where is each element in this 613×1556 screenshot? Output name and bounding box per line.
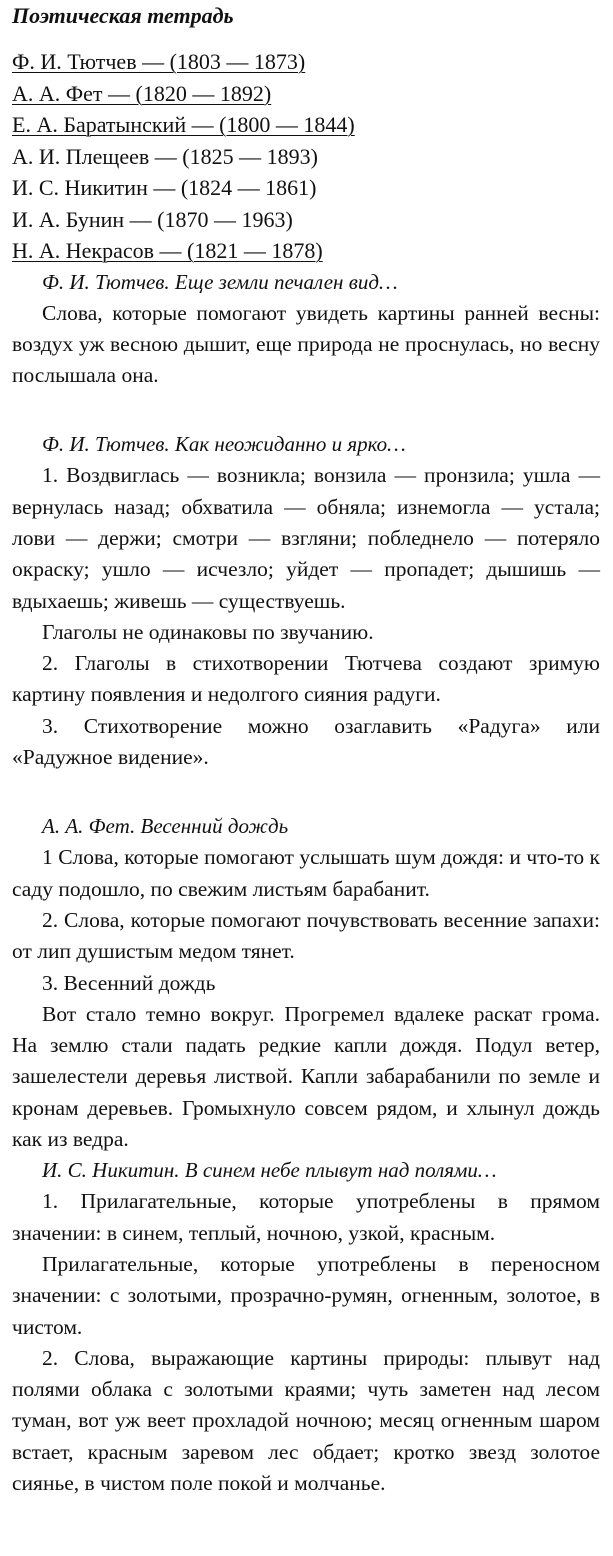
paragraph: 1. Прилагательные, которые употреблены в прямом значении: в синем, теплый, ночною, узкой, красным. — [12, 1189, 600, 1245]
author-item — [12, 204, 600, 236]
section-title: Ф. И. Тютчев. Как неожиданно и ярко… — [42, 432, 406, 457]
author-item — [12, 172, 600, 204]
paragraph: 1 Слова, которые помогают услышать шум дождя: и что-то к саду подошло, по свежим листьям барабанит. — [12, 845, 600, 901]
page-title: Поэтическая тетрадь — [12, 3, 234, 28]
section-tyutchev-2 — [12, 429, 600, 773]
section-title: Ф. И. Тютчев. Еще земли печален вид… — [42, 269, 398, 294]
author-text: Ф. И. Тютчев — (1803 — 1873) — [12, 49, 306, 74]
section-nikitin — [12, 1155, 600, 1499]
author-item — [12, 78, 600, 110]
section-tyutchev-1 — [12, 267, 600, 392]
paragraph: 3. Стихотворение можно озаглавить «Радуга» или «Радужное видение». — [12, 713, 600, 770]
paragraph: 2. Глаголы в стихотворении Тютчева создают зримую картину появления и недолгого сияния радуги. — [12, 651, 600, 707]
paragraph: Прилагательные, которые употреблены в переносном значении: с золотыми, прозрачно-румян, огненным, золотое, в чистом. — [12, 1251, 600, 1339]
author-text: И. С. Никитин — (1824 — 1861) — [12, 175, 317, 200]
paragraph: 2. Слова, которые помогают почувствовать весенние запахи: от лип душистым медом тянет. — [12, 907, 600, 964]
paragraph: Вот стало темно вокруг. Прогремел вдалеке раскат грома. На землю стали падать редкие капли дождя. Подул ветер, зашелестели деревья листвой. Капли забарабанили по земле и кронам деревьев. Громыхнуло совсем рядом, и хлынул дождь как из ведра. — [12, 1001, 600, 1152]
section-spacer — [12, 391, 600, 429]
document-page — [12, 0, 600, 1499]
author-item — [12, 235, 600, 267]
author-text: Н. А. Некрасов — (1821 — 1878) — [12, 238, 323, 263]
author-text: И. А. Бунин — (1870 — 1963) — [12, 206, 293, 232]
author-item — [12, 141, 600, 173]
paragraph: Глаголы не одинаковы по звучанию. — [42, 619, 374, 644]
paragraph: 1. Воздвиглась — возникла; вонзила — пронзила; ушла — вернулась назад; обхватила — обняла; изнемогла — устала; лови — держи; смотри — взгляни; побледнело — потеряло окраску; ушло — исчезло; уйдет — пропадет; дышишь — вдыхаешь; живешь — существуешь. — [12, 463, 600, 613]
author-text: Е. А. Баратынский — (1800 — 1844) — [12, 112, 355, 137]
author-item — [12, 46, 600, 78]
section-spacer — [12, 773, 600, 811]
section-fet — [12, 811, 600, 1155]
paragraph: 3. Весенний дождь — [42, 970, 216, 995]
author-text: А. И. Плещеев — (1825 — 1893) — [12, 143, 318, 169]
author-item — [12, 109, 600, 141]
paragraph: 2. Слова, выражающие картины природы: плывут над полями облака с золотыми краями; чуть заметен над лесом туман, вот уж веет прохладой ночною; месяц огненным шаром встает, красным заревом лес обдает; кротко звезд золотое сиянье, в чистом поле покой и молчанье. — [12, 1345, 600, 1495]
section-title: А. А. Фет. Весенний дождь — [42, 814, 289, 839]
author-list — [12, 46, 600, 267]
section-title: И. С. Никитин. В синем небе плывут над полями… — [42, 1158, 497, 1183]
author-text: А. А. Фет — (1820 — 1892) — [12, 80, 272, 106]
paragraph: Слова, которые помогают увидеть картины ранней весны: воздух уж весною дышит, еще природа не проснулась, но весну послышала она. — [12, 300, 600, 388]
